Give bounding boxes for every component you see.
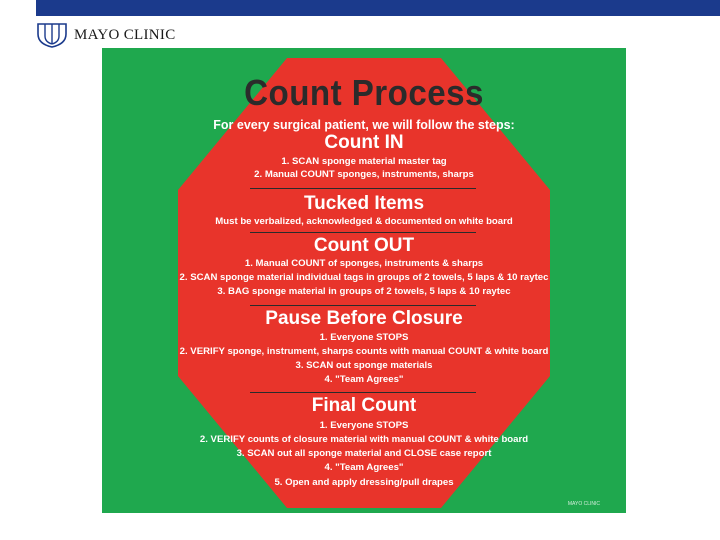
pause-step: 3. SCAN out sponge materials [295, 360, 433, 371]
count-out-step: 1. Manual COUNT of sponges, instruments & sharps [244, 258, 484, 269]
divider [250, 188, 476, 189]
sign-title: Count Process [244, 72, 484, 113]
brand-name: MAYO CLINIC [74, 26, 176, 43]
pause-step: 1. Everyone STOPS [319, 332, 409, 343]
section-heading-final-count: Final Count [311, 395, 417, 416]
count-process-sign [102, 48, 626, 513]
section-heading-pause-before-closure: Pause Before Closure [265, 308, 463, 329]
final-count-step: 3. SCAN out all sponge material and CLOSE case report [236, 448, 492, 459]
section-heading-count-in: Count IN [324, 132, 404, 153]
final-count-step: 1. Everyone STOPS [319, 420, 409, 431]
final-count-step: 2. VERIFY counts of closure material with manual COUNT & white board [199, 434, 529, 445]
final-count-step: 4. "Team Agrees" [324, 462, 404, 473]
count-in-step: 1. SCAN sponge material master tag [281, 156, 447, 167]
pause-step: 4. "Team Agrees" [324, 374, 404, 385]
count-out-step: 2. SCAN sponge material individual tags in groups of 2 towels, 5 laps & 10 raytec [179, 272, 549, 283]
divider [250, 232, 476, 233]
sign-fine-print: MAYO CLINIC [567, 501, 600, 507]
count-in-step: 2. Manual COUNT sponges, instruments, sharps [254, 169, 474, 180]
mayo-clinic-logo [36, 22, 176, 48]
count-out-step: 3. BAG sponge material in groups of 2 towels, 5 laps & 10 raytec [217, 286, 511, 297]
divider [250, 305, 476, 306]
divider [250, 392, 476, 393]
tucked-items-note: Must be verbalized, acknowledged & documented on white board [215, 216, 513, 227]
shield-logo-icon [36, 22, 68, 48]
section-heading-count-out: Count OUT [313, 235, 415, 256]
final-count-step: 5. Open and apply dressing/pull drapes [274, 477, 454, 488]
pause-step: 2. VERIFY sponge, instrument, sharps counts with manual COUNT & white board [179, 346, 549, 357]
section-heading-tucked-items: Tucked Items [303, 193, 425, 214]
header-bar [36, 0, 720, 16]
sign-intro: For every surgical patient, we will follow the steps: [213, 118, 515, 132]
